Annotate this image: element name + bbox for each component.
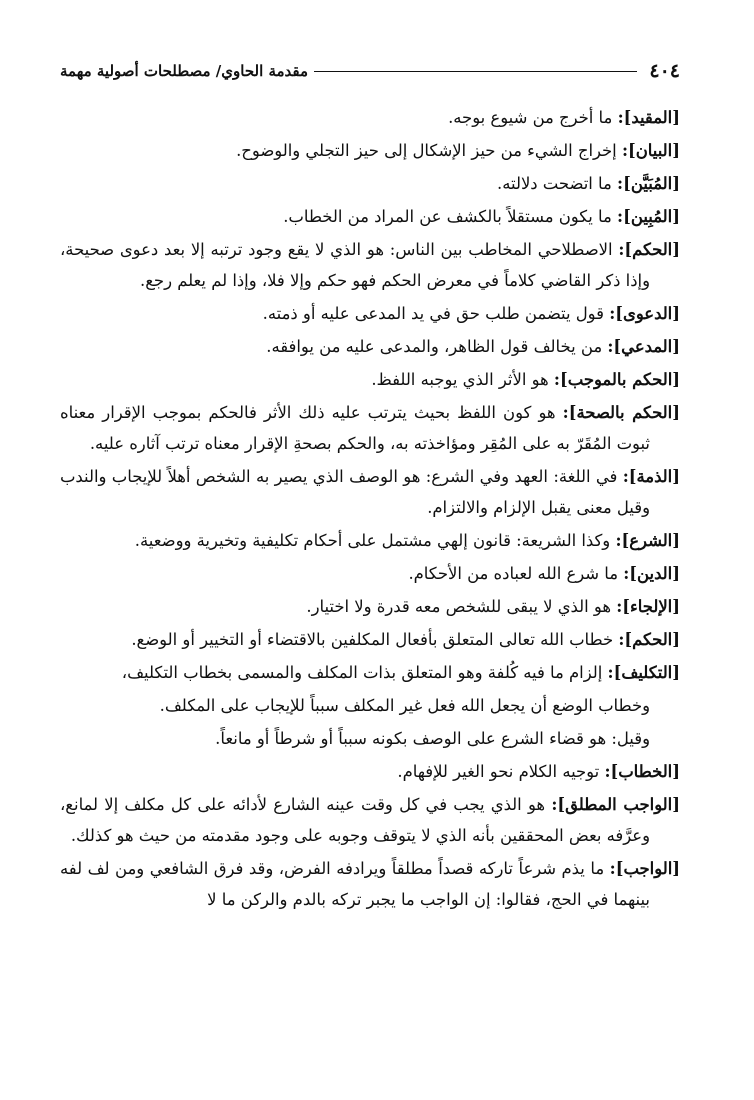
glossary-entry [60,853,680,915]
entry-term: [الدين]: [623,564,680,583]
header-rule [314,71,637,72]
glossary-entry [60,364,680,395]
glossary-continuation [60,723,680,754]
entry-term: [الحكم بالموجب]: [553,370,680,389]
glossary-entry [60,397,680,459]
glossary-entry [60,168,680,199]
entry-text: وقيل: هو قضاء الشرع على الوصف بكونه سبباً أو شرطاً أو مانعاً. [215,729,650,748]
entry-term: [البيان]: [621,141,680,160]
entry-term: [الواجب المطلق]: [551,795,680,814]
entry-text: ما يكون مستقلاً بالكشف عن المراد من الخطاب. [283,207,612,226]
entry-text: ما يذم شرعاً تاركه قصداً مطلقاً ويرادفه الفرض، وقد فرق الشافعي ومن لف لفه بينهما في الحج، فقالوا: إن الواجب ما يجبر تركه بالدم والركن ما لا [60,859,650,909]
entry-text: إلزام ما فيه كُلفة وهو المتعلق بذات المكلف والمسمى بخطاب التكليف، [121,663,603,682]
entry-term: [الدعوى]: [609,304,680,323]
entry-text: هو الذي يجب في كل وقت عينه الشارع لأدائه على كل مكلف إلا لمانع، وعرَّفه بعض المحققين بأنه الذي لا يتوقف وجوبه على وجود مقدمته من حيث هو كذلك. [60,795,650,845]
glossary-entry [60,331,680,362]
glossary-entry [60,201,680,232]
page-header [60,54,680,88]
entry-text: وخطاب الوضع أن يجعل الله فعل غير المكلف سبباً للإيجاب على المكلف. [159,696,650,715]
entry-text: هو كون اللفظ بحيث يترتب عليه ذلك الأثر فالحكم بموجب الإقرار معناه ثبوت المُقَرّ به على المُقِر ومؤاخذته به، والحكم بصحةِ الإقرار معناه ترتب آثاره عليه. [60,403,650,453]
page-number: ٤٠٤ [649,60,680,82]
entry-text: قول يتضمن طلب حق في يد المدعى عليه أو ذمته. [262,304,604,323]
entry-text: خطاب الله تعالى المتعلق بأفعال المكلفين بالاقتضاء أو التخيير أو الوضع. [131,630,614,649]
glossary-entries [60,102,680,915]
entry-text: ما شرع الله لعباده من الأحكام. [408,564,619,583]
entry-text: وكذا الشريعة: قانون إلهي مشتمل على أحكام تكليفية وتخيرية ووضعية. [134,531,611,550]
entry-text: من يخالف قول الظاهر، والمدعى عليه من يوافقه. [266,337,603,356]
entry-term: [المقيد]: [617,108,680,127]
entry-term: [المدعي]: [607,337,680,356]
entry-term: [المُبِين]: [617,207,680,226]
entry-term: [الشرع]: [615,531,680,550]
glossary-entry [60,624,680,655]
entry-text: إخراج الشيء من حيز الإشكال إلى حيز التجلي والوضوح. [236,141,617,160]
glossary-entry [60,298,680,329]
glossary-entry [60,756,680,787]
entry-term: [الإلجاء]: [616,597,680,616]
glossary-entry [60,591,680,622]
entry-text: في اللغة: العهد وفي الشرع: هو الوصف الذي يصير به الشخص أهلاً للإيجاب والندب وقيل معنى يقبل الإلزام والالتزام. [60,467,650,517]
entry-text: الاصطلاحي المخاطب بين الناس: هو الذي لا يقع وجود ترتبه إلا بعد دعوى صحيحة، وإذا ذكر القاضي كلاماً في معرض الحكم فهو حكم وإلا فلا، وإذا لم يعلم رجع. [60,240,650,290]
entry-term: [التكليف]: [607,663,680,682]
running-title: مقدمة الحاوي/ مصطلحات أصولية مهمة [60,62,309,80]
glossary-entry [60,558,680,589]
entry-text: ما اتضحت دلالته. [497,174,612,193]
entry-term: [الواجب]: [609,859,680,878]
entry-text: ما أخرج من شيوع بوجه. [448,108,613,127]
entry-term: [الحكم بالصحة]: [562,403,680,422]
glossary-entry [60,657,680,688]
glossary-entry [60,525,680,556]
entry-term: [الحكم]: [618,240,680,259]
glossary-entry [60,234,680,296]
entry-text: هو الذي لا يبقى للشخص معه قدرة ولا اختيار. [306,597,612,616]
entry-text: توجيه الكلام نحو الغير للإفهام. [397,762,600,781]
glossary-continuation [60,690,680,721]
glossary-entry [60,102,680,133]
glossary-entry [60,461,680,523]
entry-term: [الخطاب]: [604,762,680,781]
glossary-entry [60,135,680,166]
document-page [60,54,680,917]
entry-term: [المُبَيَّن]: [617,174,680,193]
entry-term: [الحكم]: [618,630,680,649]
entry-term: [الذمة]: [622,467,680,486]
glossary-entry [60,789,680,851]
entry-text: هو الأثر الذي يوجبه اللفظ. [371,370,549,389]
